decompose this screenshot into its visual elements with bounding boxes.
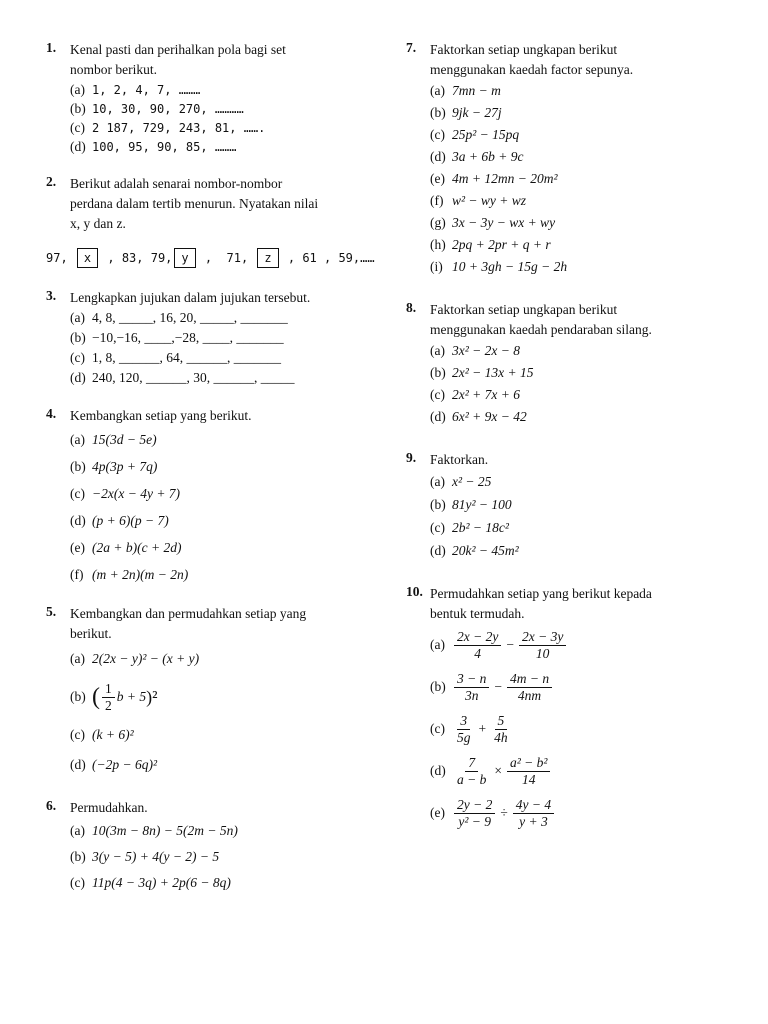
question-stem-line: Faktorkan setiap ungkapan berikut — [430, 302, 618, 317]
part-a: (a) 1, 2, 4, 7, ……… — [70, 81, 201, 97]
question-stem-line: Faktorkan setiap ungkapan berikut — [430, 42, 618, 57]
answer-box-y: y — [174, 248, 195, 268]
question-stem-line: perdana dalam tertib menurun. Nyatakan nilai — [70, 196, 319, 211]
question-number: 7. — [406, 40, 417, 55]
part-b: (b) 2x² − 13x + 15 — [430, 365, 534, 380]
fraction: $\frac{3 - n}{3n}$ — [454, 671, 489, 704]
question-stem-line: Lengkapkan jujukan dalam jujukan tersebut. — [70, 290, 311, 305]
question-stem-line: menggunakan kaedah pendaraban silang. — [430, 322, 652, 337]
part-c: (c) 11p(4 − 3q) + 2p(6 − 8q) — [70, 875, 231, 890]
part-a: (a) 15(3d − 5e) — [70, 431, 157, 447]
question-number: 4. — [46, 406, 57, 421]
question-stem-line: Permudahkan. — [70, 800, 148, 815]
fraction: $\frac{4m - n}{4nm}$ — [507, 671, 552, 704]
part-c: (c) 25p² − 15pq — [430, 127, 520, 142]
question-3 — [46, 288, 366, 388]
part-g: (g) 3x − 3y − wx + wy — [430, 215, 556, 230]
fraction: $\frac{3}{5g}$ — [457, 712, 471, 745]
question-stem-line: x, y dan z. — [70, 216, 126, 231]
question-2 — [46, 174, 375, 268]
part-c: (c) $\frac{3}{5g}$ + $\frac{5}{4h}$ — [430, 708, 746, 750]
part-d: (d) 6x² + 9x − 42 — [430, 409, 527, 424]
question-8 — [406, 300, 746, 428]
part-d: (d) 100, 95, 90, 85, ……… — [70, 138, 237, 154]
part-b: (b) −10,−16, ____,−28, ____, _______ — [70, 330, 284, 345]
left-column — [46, 40, 375, 896]
part-b: (b) 81y² − 100 — [430, 496, 512, 512]
part-c: (c) −2x(x − 4y + 7) — [70, 485, 181, 501]
part-i: (i) 10 + 3gh − 15g − 2h — [430, 259, 568, 274]
part-d: (d) 240, 120, ______, 30, ______, _____ — [70, 370, 295, 385]
part-a: (a) $\frac{2x - 2y}{4}$ − $\frac{2x - 3y}{10}$ — [430, 624, 746, 666]
question-stem-line: Kembangkan dan permudahkan setiap yang — [70, 606, 307, 621]
part-d: (d) $\frac{7}{a - b}$ × $\frac{\text{a² − b²}}{14}$ — [430, 750, 746, 792]
question-5 — [46, 604, 366, 780]
question-number: 10. — [406, 584, 423, 599]
question-10 — [406, 584, 746, 834]
part-e: (e) $\frac{2y - 2}{\text{y² − 9}}$ ÷ $\frac{4y - 4}{y + 3}$ — [430, 792, 746, 834]
fraction: $\frac{2y - 2}{\text{y² − 9}}$ — [454, 797, 495, 830]
part-h: (h) 2pq + 2pr + q + r — [430, 237, 551, 252]
part-c: (c) 2 187, 729, 243, 81, ……. — [70, 119, 266, 135]
question-stem-line: Kenal pasti dan perihalkan pola bagi set — [70, 42, 286, 57]
part-d: (d) 3a + 6b + 9c — [430, 149, 524, 164]
fraction: $\frac{1}{2}$ — [102, 681, 115, 714]
answer-box-x: x — [77, 248, 98, 268]
part-d: (d) (−2p − 6q)² — [70, 757, 158, 772]
question-1 — [46, 40, 366, 156]
part-a: (a) 4, 8, _____, 16, 20, _____, _______ — [70, 310, 288, 325]
question-4 — [46, 406, 366, 588]
part-c: (c) 1, 8, ______, 64, ______, _______ — [70, 350, 281, 365]
part-c: (c) 2b² − 18c² — [430, 519, 509, 535]
part-b: (b) $\frac{3 - n}{3n}$ − $\frac{4m - n}{4nm}$ — [430, 666, 746, 708]
fraction: $\frac{4y - 4}{y + 3}$ — [513, 797, 554, 830]
question-stem-line: nombor berikut. — [70, 62, 157, 77]
question-number: 3. — [46, 288, 57, 303]
part-e: (e) 4m + 12mn − 20m² — [430, 171, 558, 186]
part-a: (a) 3x² − 2x − 8 — [430, 343, 521, 358]
question-stem-line: Kembangkan setiap yang berikut. — [70, 408, 252, 423]
part-d: (d) (p + 6)(p − 7) — [70, 512, 169, 528]
question-6 — [46, 798, 366, 896]
question-stem-line: Permudahkan setiap yang berikut kepada — [430, 586, 652, 601]
fraction: $\frac{5}{4h}$ — [494, 712, 508, 745]
question-number: 9. — [406, 450, 417, 465]
answer-box-z: z — [257, 248, 278, 268]
part-a: (a) 2(2x − y)² − (x + y) — [70, 651, 200, 666]
part-b: (b) 9jk − 27j — [430, 105, 502, 120]
part-f: (f) w² − wy + wz — [430, 193, 527, 208]
part-c: (c) (k + 6)² — [70, 727, 134, 742]
part-f: (f) (m + 2n)(m − 2n) — [70, 566, 189, 582]
part-b: (b) 10, 30, 90, 270, ………… — [70, 100, 244, 116]
fraction: $\frac{2x - 3y}{10}$ — [519, 629, 566, 662]
part-d: (d) 20k² − 45m² — [430, 542, 519, 558]
prime-sequence: 97, x , 83, 79, y , 71, z , 61 , 59,…… — [46, 248, 366, 268]
question-stem-line: bentuk termudah. — [430, 606, 525, 621]
question-stem-line: Berikut adalah senarai nombor-nombor — [70, 176, 283, 191]
question-number: 8. — [406, 300, 417, 315]
part-e: (e) (2a + b)(c + 2d) — [70, 539, 182, 555]
part-a: (a) 7mn − m — [430, 83, 501, 98]
question-number: 5. — [46, 604, 57, 619]
question-stem-line: menggunakan kaedah factor sepunya. — [430, 62, 634, 77]
fraction: $\frac{\text{a² − b²}}{14}$ — [507, 755, 550, 788]
part-a: (a) x² − 25 — [430, 473, 492, 489]
part-c: (c) 2x² + 7x + 6 — [430, 387, 521, 402]
part-b: (b) ( $\frac{1}{2}$ b + 5 )² — [70, 680, 158, 713]
question-number: 6. — [46, 798, 57, 813]
fraction: $\frac{2x - 2y}{4}$ — [454, 629, 501, 662]
part-a: (a) 10(3m − 8n) − 5(2m − 5n) — [70, 823, 238, 838]
question-9 — [406, 450, 746, 562]
right-column — [406, 40, 746, 834]
question-stem-line: Faktorkan. — [430, 452, 489, 467]
question-number: 1. — [46, 40, 57, 55]
question-stem-line: berikut. — [70, 626, 112, 641]
part-b: (b) 4p(3p + 7q) — [70, 458, 158, 474]
question-number: 2. — [46, 174, 57, 189]
question-7 — [406, 40, 746, 278]
part-b: (b) 3(y − 5) + 4(y − 2) − 5 — [70, 849, 220, 864]
fraction: $\frac{7}{a - b}$ — [457, 754, 487, 787]
